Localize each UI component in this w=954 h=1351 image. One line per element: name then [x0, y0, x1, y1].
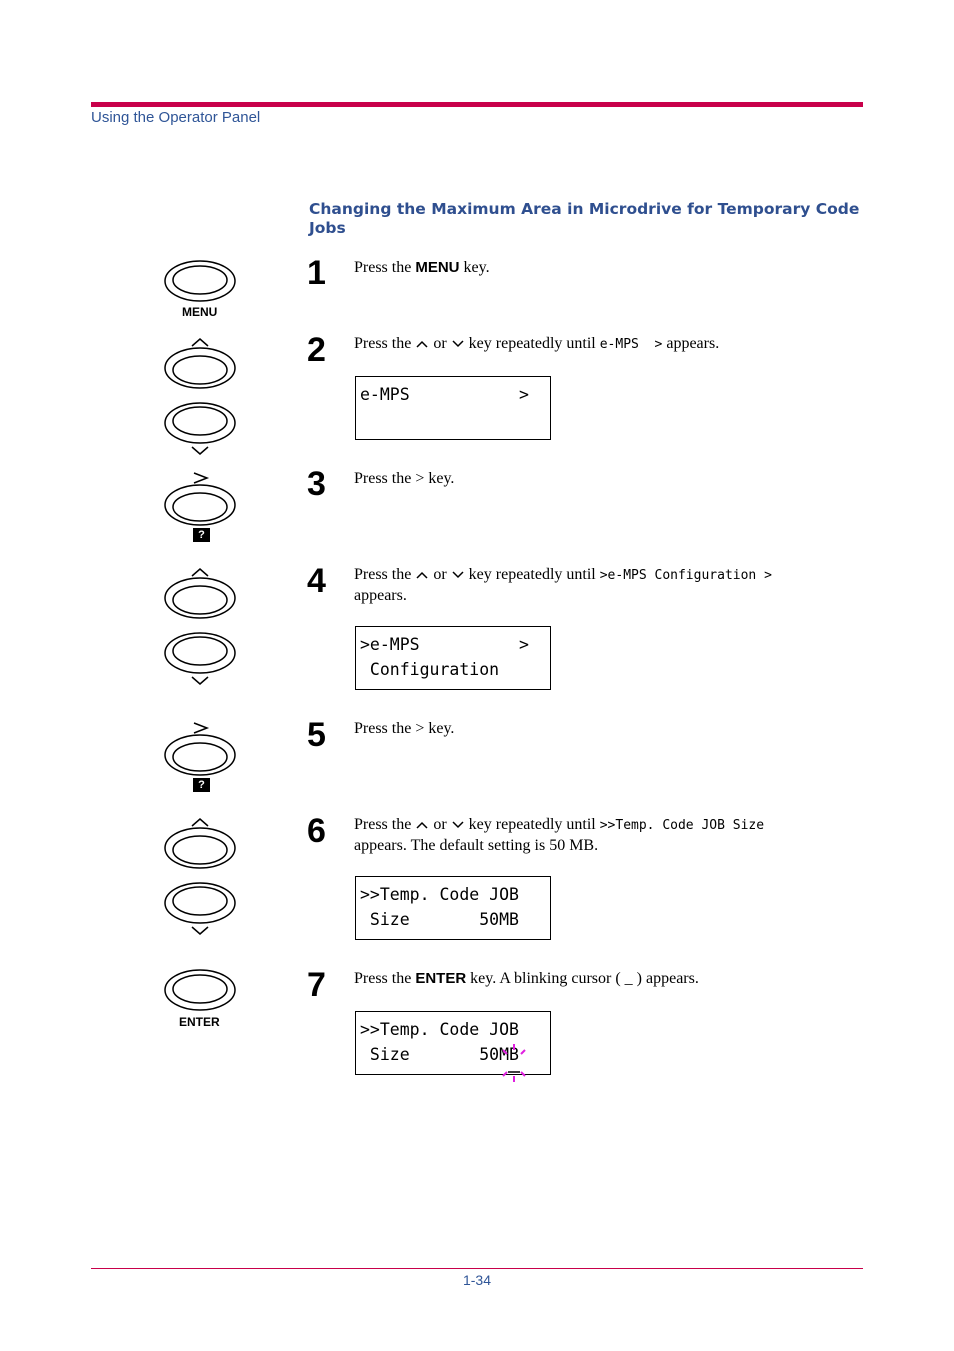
- step-2-text: Press the or key repeatedly until e-MPS > appears.: [354, 335, 720, 352]
- up-arrow-icon: [415, 570, 429, 580]
- section-title: Changing the Maximum Area in Microdrive for Temporary Code Jobs: [309, 200, 860, 237]
- running-header: Using the Operator Panel: [91, 109, 261, 126]
- right-key-icon: [162, 720, 238, 778]
- step-number: 6: [307, 812, 326, 850]
- down-arrow-icon: [451, 820, 465, 830]
- up-key-icon: [162, 566, 238, 620]
- step-number: 1: [307, 254, 326, 292]
- step-number: 3: [307, 465, 326, 503]
- lcd-display: e-MPS >: [355, 376, 551, 440]
- footer-rule: [91, 1268, 863, 1269]
- up-key-icon: [162, 816, 238, 870]
- step-3-text: Press the > key.: [354, 470, 455, 487]
- help-icon: ?: [193, 528, 210, 542]
- lcd-display: >>Temp. Code JOB Size 50MB: [355, 1011, 551, 1075]
- step-number: 4: [307, 562, 326, 600]
- step-7-text: Press the ENTER key. A blinking cursor ( _ ) appears.: [354, 970, 699, 987]
- down-arrow-icon: [451, 570, 465, 580]
- help-icon: ?: [193, 778, 210, 792]
- blinking-cursor-icon: [499, 1042, 531, 1084]
- up-arrow-icon: [415, 820, 429, 830]
- step-5-text: Press the > key.: [354, 720, 455, 737]
- enter-key-icon: [162, 968, 238, 1014]
- down-arrow-icon: [451, 339, 465, 349]
- menu-key-icon: [162, 259, 238, 305]
- enter-key-label: ENTER: [179, 1015, 220, 1029]
- step-number: 5: [307, 716, 326, 754]
- up-arrow-icon: [415, 339, 429, 349]
- header-rule: [91, 102, 863, 107]
- down-key-icon: [162, 401, 238, 457]
- menu-key-label: MENU: [182, 305, 218, 319]
- down-key-icon: [162, 631, 238, 687]
- lcd-display: >>Temp. Code JOB Size 50MB: [355, 876, 551, 940]
- lcd-display: >e-MPS > Configuration: [355, 626, 551, 690]
- step-number: 2: [307, 331, 326, 369]
- step-number: 7: [307, 966, 326, 1004]
- page-number: 1-34: [462, 1272, 492, 1288]
- down-key-icon: [162, 881, 238, 937]
- up-key-icon: [162, 336, 238, 390]
- right-key-icon: [162, 470, 238, 528]
- step-6-text: Press the or key repeatedly until >>Temp. Code JOB Size appears. The default setting is 50 MB.: [354, 816, 765, 854]
- step-1-text: Press the MENU key.: [354, 259, 490, 276]
- step-4-text: Press the or key repeatedly until >e-MPS Configuration > appears.: [354, 566, 772, 604]
